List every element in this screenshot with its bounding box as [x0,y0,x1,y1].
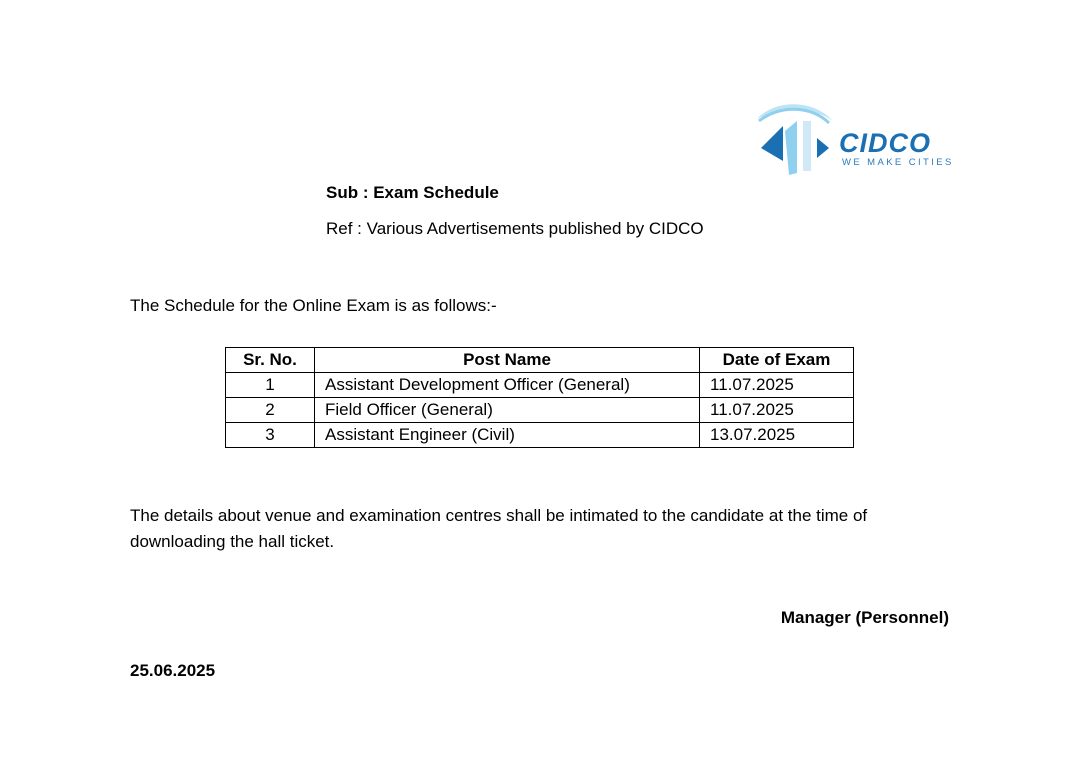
cell-exam-date: 11.07.2025 [700,373,854,398]
table-row [226,423,854,448]
cell-post-name: Assistant Engineer (Civil) [315,423,700,448]
header-post-name: Post Name [315,348,700,373]
cell-sr-no: 2 [226,398,315,423]
schedule-intro: The Schedule for the Online Exam is as follows:- [130,296,497,315]
table-row [226,373,854,398]
cell-exam-date: 13.07.2025 [700,423,854,448]
header-date-of-exam: Date of Exam [700,348,854,373]
venue-details-paragraph: The details about venue and examination centres shall be intimated to the candidate at the time of downloading the hall ticket. [130,506,868,551]
cell-post-name: Field Officer (General) [315,398,700,423]
letter-subject: Sub : Exam Schedule [326,183,499,202]
cell-post-name: Assistant Development Officer (General) [315,373,700,398]
cidco-logo [753,101,953,177]
logo-wordmark: CIDCO [839,128,931,158]
signatory: Manager (Personnel) [780,608,949,627]
cell-exam-date: 11.07.2025 [700,398,854,423]
cell-sr-no: 3 [226,423,315,448]
cell-sr-no: 1 [226,373,315,398]
table-header-row [226,348,854,373]
header-sr-no: Sr. No. [226,348,315,373]
table-row [226,398,854,423]
logo-tagline: WE MAKE CITIES [842,157,954,168]
exam-schedule-table [225,347,854,448]
letter-reference: Ref : Various Advertisements published by CIDCO [326,219,704,238]
letter-date: 25.06.2025 [130,661,216,680]
